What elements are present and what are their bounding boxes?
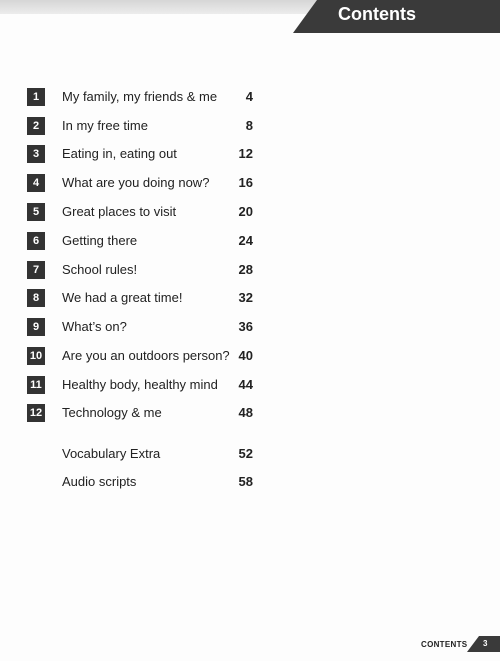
unit-number-badge: 5 (27, 203, 45, 221)
unit-title: Eating in, eating out (62, 146, 177, 161)
unit-number-badge: 8 (27, 289, 45, 307)
footer-section-label: CONTENTS (421, 640, 468, 649)
toc-unit-3[interactable] (27, 143, 267, 163)
unit-page-number: 40 (238, 348, 253, 363)
toc-audio-scripts[interactable] (27, 471, 267, 491)
unit-title: What’s on? (62, 319, 127, 334)
unit-page-number: 36 (238, 319, 253, 334)
unit-page-number: 48 (238, 405, 253, 420)
unit-title: My family, my friends & me (62, 89, 218, 104)
unit-title: Technology & me (62, 405, 162, 420)
unit-page-number: 12 (238, 146, 253, 161)
unit-title: What are you doing now? (62, 175, 210, 190)
unit-number-badge: 3 (27, 145, 45, 163)
toc-unit-5[interactable] (27, 201, 267, 221)
unit-title: In my free time (62, 118, 148, 133)
unit-page-number: 4 (245, 89, 253, 104)
unit-title: Are you an outdoors person? (62, 348, 230, 363)
toc-unit-7[interactable] (27, 259, 267, 279)
extra-page-number: 52 (238, 446, 253, 461)
unit-number-badge: 7 (27, 261, 45, 279)
toc-unit-1[interactable] (27, 86, 267, 106)
footer-page-number: 3 (483, 639, 488, 648)
unit-title: Great places to visit (62, 204, 177, 219)
toc-unit-8[interactable] (27, 287, 267, 307)
toc-vocabulary-extra[interactable] (27, 443, 267, 463)
unit-number-badge: 9 (27, 318, 45, 336)
toc-unit-12[interactable] (27, 402, 267, 422)
unit-number-badge: 12 (27, 404, 45, 422)
unit-number-badge: 10 (27, 347, 45, 365)
unit-number-badge: 11 (27, 376, 45, 394)
unit-number-badge: 2 (27, 117, 45, 135)
extra-title: Vocabulary Extra (62, 446, 161, 461)
unit-title: School rules! (62, 262, 138, 277)
toc-unit-11[interactable] (27, 374, 267, 394)
page-title: Contents (338, 4, 416, 24)
unit-title: We had a great time! (62, 290, 183, 305)
unit-page-number: 44 (238, 377, 253, 392)
extra-title: Audio scripts (62, 474, 137, 489)
unit-number-badge: 1 (27, 88, 45, 106)
unit-title: Getting there (62, 233, 138, 248)
unit-number-badge: 6 (27, 232, 45, 250)
toc-unit-9[interactable] (27, 316, 267, 336)
toc-unit-4[interactable] (27, 172, 267, 192)
unit-page-number: 8 (245, 118, 253, 133)
unit-page-number: 20 (238, 204, 253, 219)
unit-title: Healthy body, healthy mind (62, 377, 218, 392)
unit-page-number: 32 (238, 290, 253, 305)
unit-number-badge: 4 (27, 174, 45, 192)
unit-page-number: 28 (238, 262, 253, 277)
toc-unit-6[interactable] (27, 230, 267, 250)
extra-page-number: 58 (238, 474, 253, 489)
toc-unit-10[interactable] (27, 345, 267, 365)
toc-unit-2[interactable] (27, 115, 267, 135)
unit-page-number: 24 (238, 233, 253, 248)
unit-page-number: 16 (238, 175, 253, 190)
